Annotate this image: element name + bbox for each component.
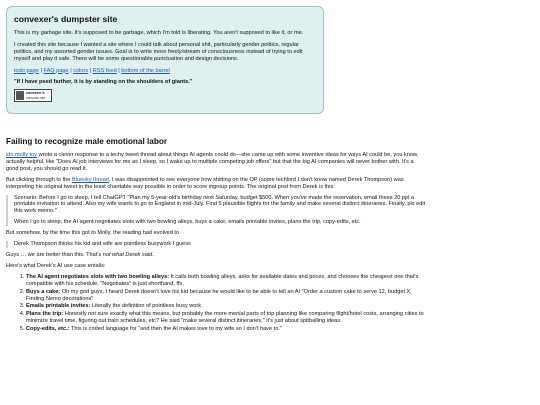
emphasis-text: not what Derek said	[102, 251, 153, 258]
nav-separator: |	[40, 67, 42, 74]
site-nav	[14, 68, 317, 75]
list-item-text: Literally the definition of pointless busy work	[90, 303, 202, 310]
site-title: convexer's dumpster site	[14, 14, 118, 24]
list-item-heading: Copy-edits, etc.:	[26, 326, 70, 333]
list-item-text: Honestly not sure exactly what this means, but probably the more menial parts of trip planning like comparing flight/hotel costs, arranging cities to minimize travel time, figuring out train schedules, etc? He said "make several distinct itineraries," it's just about spitballing ideas.	[26, 311, 424, 325]
site-badge[interactable]	[14, 89, 52, 102]
site-description: I created this site because I wanted a site where I could talk about personal shit, particularly gender politics, regular politics, and my assorted gender issues. Goal is to write more freely/stream of consciousness instead of trying to edit myself and play it safe. There will be some questionable punctuation and design decisions.	[14, 41, 303, 62]
list-item-text: It calls both bowling alleys, asks for available dates and prices, and chooses the cheapest one that's compatible with his schedule. "Negotiates" is just shorthand, ffs.	[26, 273, 419, 287]
site-quote: "If I have peed farther, it is by standing on the shoulders of giants."	[14, 78, 193, 85]
list-item-heading: Buys a cake:	[26, 288, 61, 295]
list-item	[26, 289, 426, 303]
post-paragraph	[6, 252, 426, 259]
list-item-heading: Emails printable invites:	[26, 303, 91, 310]
list-item	[26, 311, 426, 325]
faq-link[interactable]: FAQ page	[43, 67, 69, 74]
nav-separator: |	[89, 67, 92, 74]
paragraph-text: , I was disappointed to see everyone how shitting on the OP (some techlord I don't know named Derek Thompson) was interpreting his original tweet in the least charitable way possible in order to score ingroup points. The original post from Derek is this:	[6, 176, 404, 190]
paragraph-text: Guys … we are better than this. That's	[6, 251, 103, 258]
list-item-text: Oh my god guys, I heard Derek doesn't love his kid because he would like to be able to tell an AI "Order a custom cake to serve 12, budget X, Finding Nemo decorations"	[26, 288, 412, 302]
post-paragraph: Here's what Derek's AI use case entails:	[6, 262, 106, 269]
list-item	[26, 303, 426, 310]
author-link[interactable]: idri molly toy	[6, 152, 38, 158]
badge-line1: convexer's	[26, 90, 45, 95]
bottom-of-barrel-link[interactable]: bottom of the barrel	[121, 67, 170, 74]
list-item	[26, 326, 426, 333]
quoted-tweet	[6, 195, 426, 227]
colors-link[interactable]: colors	[73, 67, 89, 74]
post-paragraph: But somehow, by the time this got to Molly, the reading had evolved to	[6, 230, 180, 237]
paragraph-text: wrote a clever response to a techy tweet thread about things AI agents could do—she came up with some inventive ideas for ways AI could be, you know, actually helpful, like "Does AI job interviews for me as I sleep, so I wake up to multiple competing job offers" but that the big AI companies will never bother with. It's a good post, you should go read it.	[6, 152, 419, 172]
site-header-box	[6, 6, 324, 114]
post-article	[6, 137, 426, 334]
post-title: Failing to recognize male emotional labor	[6, 137, 168, 146]
quote-paragraph: When I go to sleep, the AI agent negotiates slots with two bowling alleys, buys a cake, emails printable invites, plans the trip, copy-edits, etc.	[14, 219, 361, 226]
list-item-text: This is coded language for "and then the AI makes love to my wife so I don't have to."	[69, 326, 282, 333]
quote-paragraph: Derek Thompson thinks his kid and wife are pointless busywork I guess	[14, 241, 191, 248]
quoted-reply	[6, 241, 426, 248]
list-item-heading: The AI agent negotiates slots with two bowling alleys:	[26, 273, 170, 280]
use-case-list	[6, 274, 426, 333]
nav-separator: |	[70, 67, 72, 74]
list-item-heading: Plans the trip:	[26, 311, 64, 318]
site-intro: This is my garbage site. It's supposed to be garbage, which I'm told is liberating. You aren't supposed to like it, or me.	[14, 30, 304, 36]
bluesky-thread-link[interactable]: Bluesky thread	[71, 176, 109, 183]
nav-separator: |	[118, 67, 120, 74]
quote-paragraph: Scenario: Before I go to sleep, I tell ChatGPT "Plan my 5-year-old's birthday next Saturday, budget $500. When you've made the reservation, email these 20 ppl a printable invitation to attend. Also my wife wants to go to England in mid-July. Find 5 plausible flights for the family and make several distinct itineraries. Finally, pls edit this work memo."	[14, 194, 426, 215]
badge-line2: dumpster site	[26, 95, 46, 100]
post-paragraph	[6, 152, 426, 173]
todo-link[interactable]: todo page	[14, 67, 39, 74]
list-item	[26, 274, 426, 288]
badge-logo-icon	[16, 91, 24, 100]
paragraph-text: But clicking through to the	[6, 176, 72, 183]
paragraph-text: .	[152, 251, 154, 258]
rss-feed-link[interactable]: RSS feed	[92, 67, 117, 74]
post-paragraph	[6, 177, 426, 191]
